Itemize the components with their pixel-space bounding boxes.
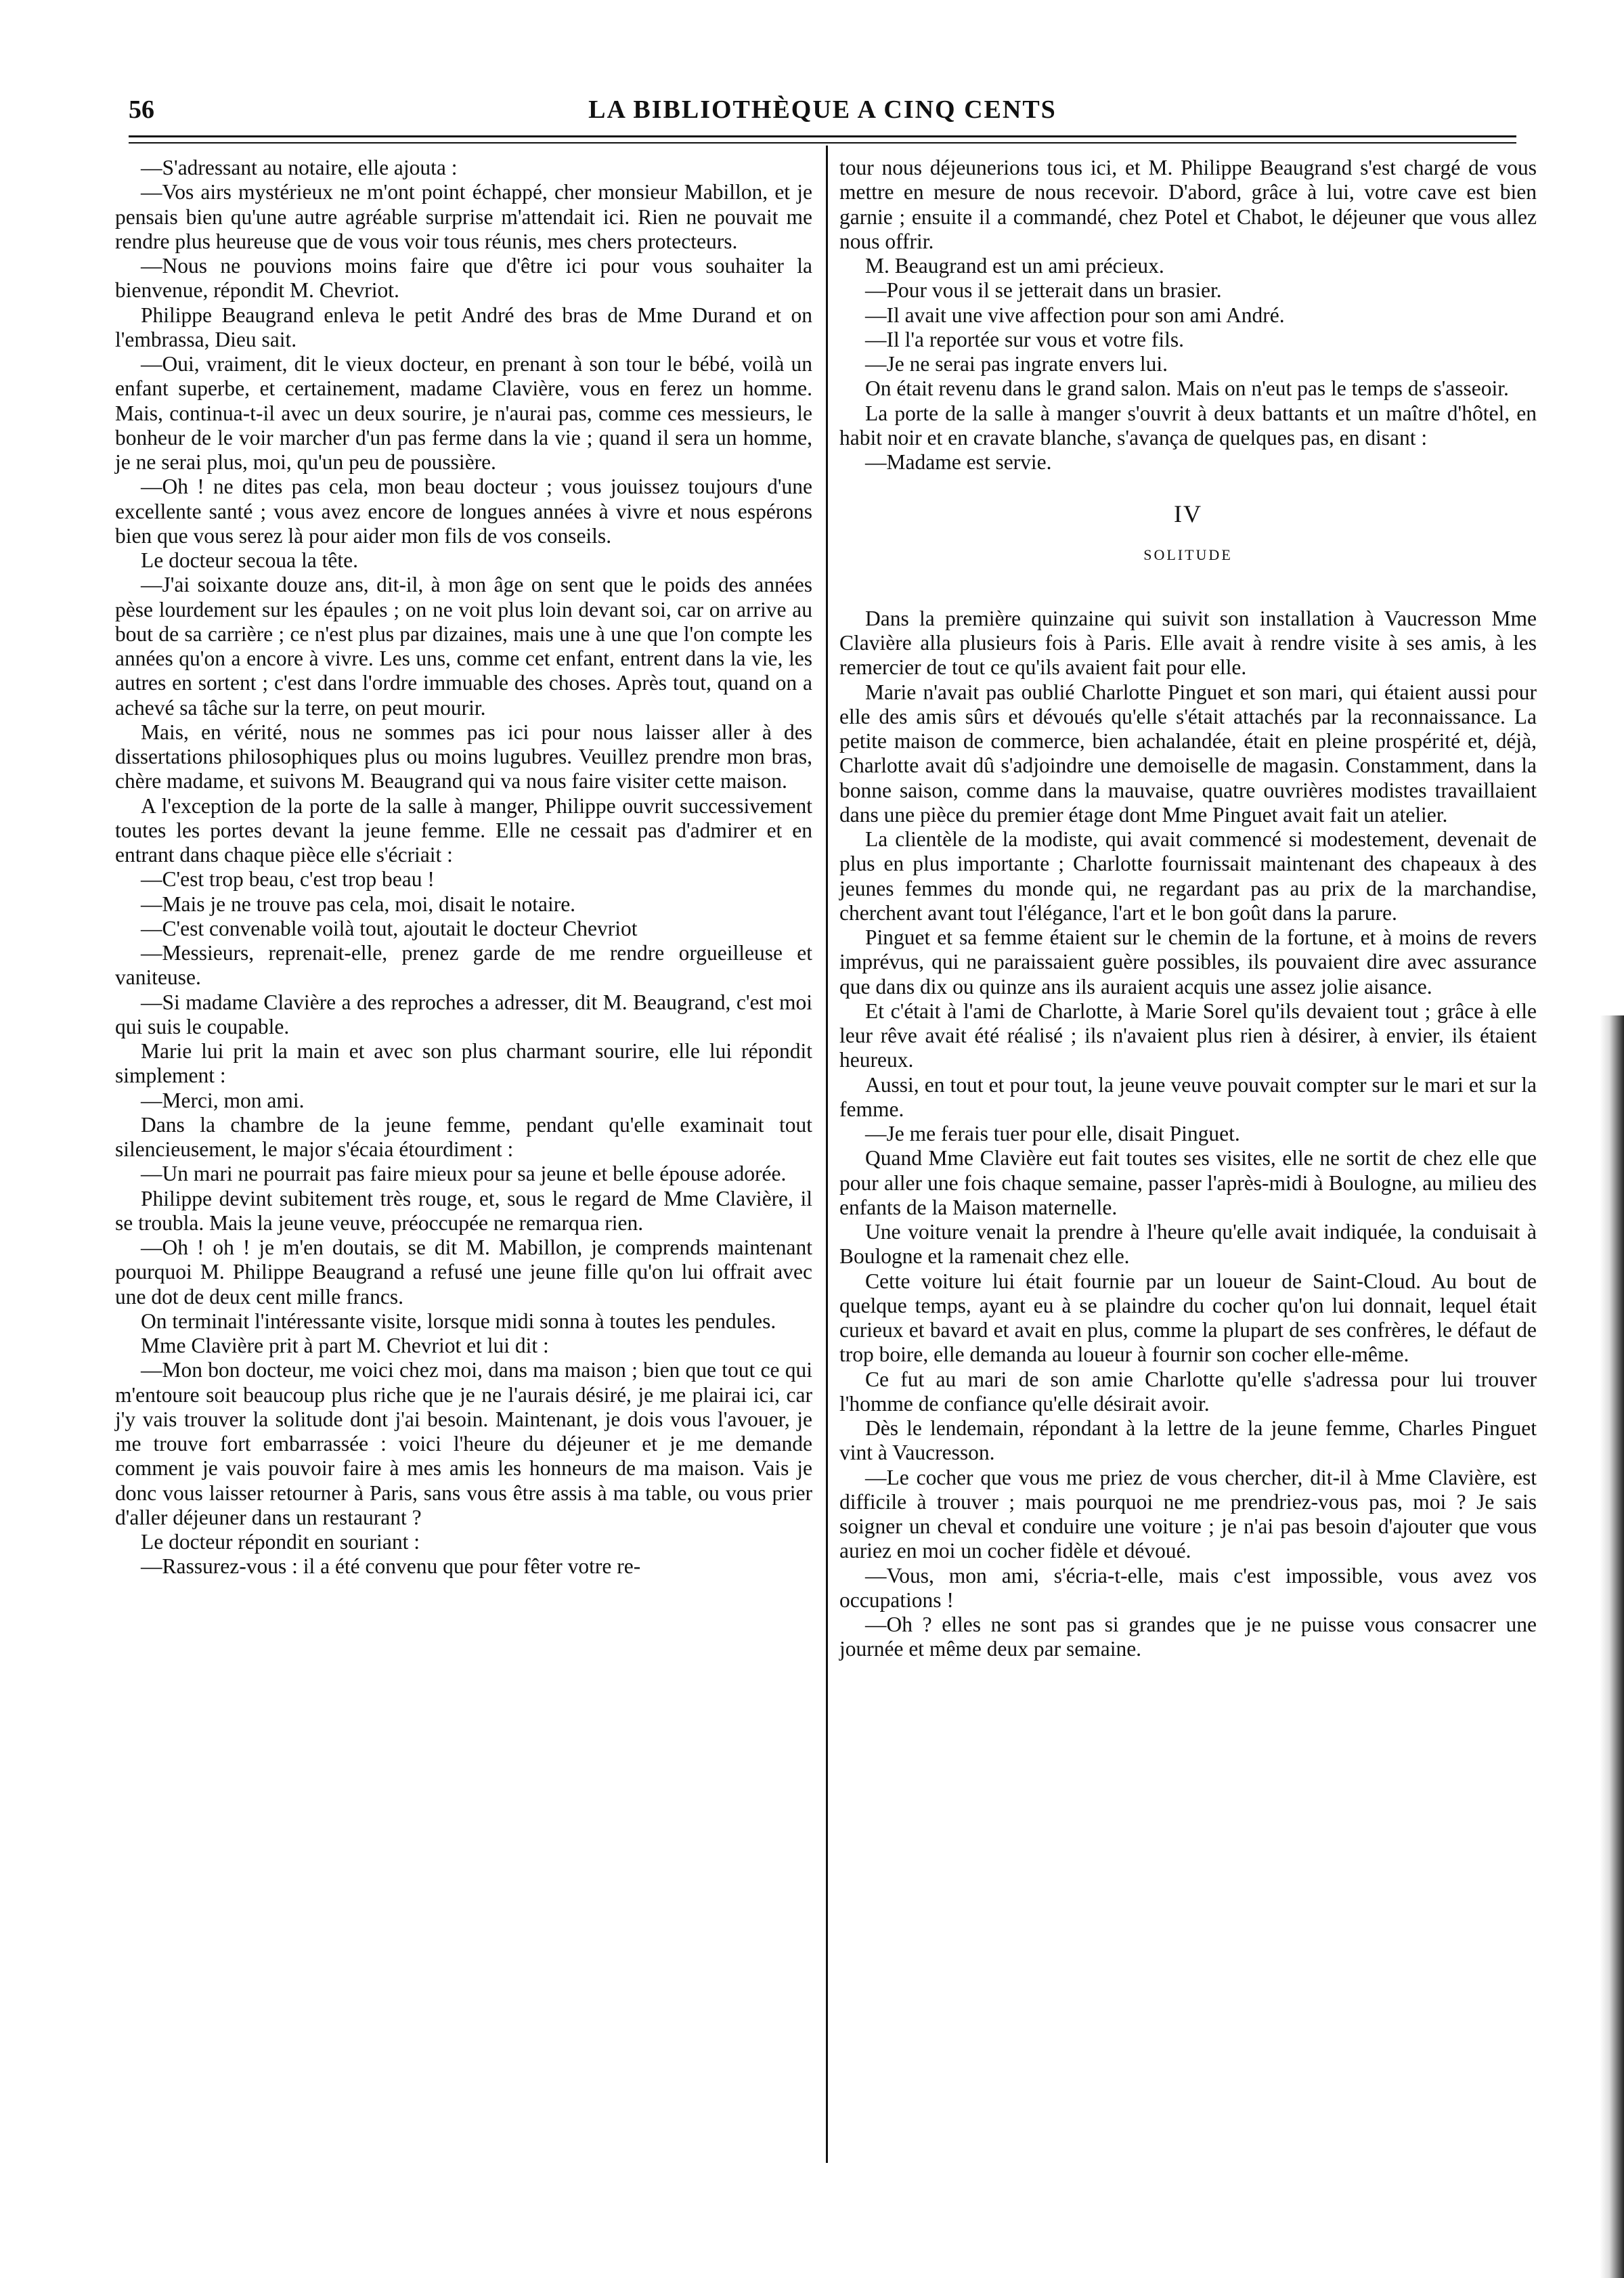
- chapter-number: IV: [1174, 500, 1202, 528]
- paragraph: —Nous ne pouvions moins faire que d'être ici pour vous souhaiter la bienvenue, répondit M. Chevriot.: [115, 254, 812, 303]
- paragraph: La porte de la salle à manger s'ouvrit à deux battants et un maître d'hôtel, en habit noir et en cravate blanche, s'avança de quelques pas, en disant :: [839, 401, 1537, 450]
- paragraph: Aussi, en tout et pour tout, la jeune veuve pouvait compter sur le mari et sur la femme.: [839, 1072, 1537, 1121]
- chapter-title: SOLITUDE: [1143, 546, 1233, 563]
- paragraph: —Vous, mon ami, s'écria-t-elle, mais c'est impossible, vous avez vos occupations !: [839, 1563, 1537, 1612]
- paragraph: Mais, en vérité, nous ne sommes pas ici pour nous laisser aller à des dissertations philosophiques plus ou moins lugubres. Veuillez prendre mon bras, chère madame, et suivons M. Beaugrand qui va nous faire visiter cette maison.: [115, 720, 812, 793]
- paragraph: On était revenu dans le grand salon. Mais on n'eut pas le temps de s'asseoir.: [865, 376, 1509, 401]
- paragraph: —Oh ! ne dites pas cela, mon beau docteur ; vous jouissez toujours d'une excellente santé ; vous avez encore de longues années à vivre et nous espérons bien que vous serez là pour aider mon fils de vos conseils.: [115, 475, 812, 548]
- paragraph: —Oui, vraiment, dit le vieux docteur, en prenant à son tour le bébé, voilà un enfant superbe, et certainement, madame Clavière, vous en ferez un homme. Mais, continua-t-il avec un deux sourire, je n'aurai pas, comme ces messieurs, le bonheur de le voir marcher d'un pas ferme dans la vie ; quand il sera un homme, je ne serai plus, moi, qu'un peu de poussière.: [115, 352, 812, 474]
- paragraph: —Madame est servie.: [865, 450, 1052, 474]
- paragraph: La clientèle de la modiste, qui avait commencé si modestement, devenait de plus en plus importante ; Charlotte fournissait maintenant des chapeaux à des jeunes femmes du monde qui, ne regardant pas au prix de la marchandise, cherchent avant tout l'élégance, l'art et le bon goût dans la parure.: [839, 827, 1537, 925]
- paragraph: Philippe Beaugrand enleva le petit André des bras de Mme Durand et on l'embrassa, Dieu sait.: [115, 303, 812, 351]
- paragraph: —Je me ferais tuer pour elle, disait Pinguet.: [865, 1122, 1240, 1145]
- right-column: [839, 156, 1537, 1662]
- paragraph: Le docteur répondit en souriant :: [141, 1530, 420, 1554]
- paragraph: Marie n'avait pas oublié Charlotte Pinguet et son mari, qui étaient aussi pour elle des amis sûrs et dévoués qu'elle s'était attachés par la reconnaissance. La petite maison de commerce, bien achalandée, était en pleine prospérité et, déjà, Charlotte avait dû s'adjoindre une demoiselle de magasin. Constamment, dans la bonne saison, comme dans la mauvaise, quatre ouvrières modistes travaillaient dans une pièce du premier étage dont Mme Pinguet avait fait un atelier.: [839, 680, 1537, 827]
- page-number: 56: [129, 95, 154, 124]
- paragraph: Une voiture venait la prendre à l'heure qu'elle avait indiquée, la conduisait à Boulogne et la ramenait chez elle.: [839, 1220, 1537, 1269]
- paragraph: A l'exception de la porte de la salle à manger, Philippe ouvrit successivement toutes les portes devant la jeune femme. Elle ne cessait pas d'admirer et en entrant dans chaque pièce elle s'écriait :: [115, 793, 812, 867]
- paragraph: —Il l'a reportée sur vous et votre fils.: [865, 327, 1185, 351]
- left-column: [115, 156, 812, 1579]
- header-rule: [129, 135, 1516, 137]
- column-divider: [826, 146, 828, 2163]
- paragraph: —Il avait une vive affection pour son ami André.: [865, 303, 1285, 327]
- paragraph: —Mais je ne trouve pas cela, moi, disait le notaire.: [141, 892, 576, 916]
- paragraph: —Un mari ne pourrait pas faire mieux pour sa jeune et belle épouse adorée.: [141, 1162, 787, 1186]
- paragraph: —Oh ! oh ! je m'en doutais, se dit M. Mabillon, je comprends maintenant pourquoi M. Philippe Beaugrand a refusé une jeune fille qu'on lui offrait avec une dot de deux cent mille francs.: [115, 1235, 812, 1309]
- header-rule-thin: [129, 142, 1516, 144]
- paragraph: Et c'était à l'ami de Charlotte, à Marie Sorel qu'ils devaient tout ; grâce à elle leur rêve avait été réalisé ; ils n'avaient plus rien à désirer, à envier, ils étaient heureux.: [839, 999, 1537, 1072]
- paragraph: —Si madame Clavière a des reproches a adresser, dit M. Beaugrand, c'est moi qui suis le coupable.: [115, 990, 812, 1038]
- paragraph: —Vos airs mystérieux ne m'ont point échappé, cher monsieur Mabillon, et je pensais bien qu'une autre agréable surprise m'attendait ici. Rien ne pouvait me rendre plus heureuse que de vous voir tous réunis, mes chers protecteurs.: [115, 180, 812, 253]
- paragraph: Dès le lendemain, répondant à la lettre de la jeune femme, Charles Pinguet vint à Vaucresson.: [839, 1416, 1537, 1465]
- paragraph: tour nous déjeunerions tous ici, et M. Philippe Beaugrand s'est chargé de vous mettre en mesure de nous recevoir. D'abord, grâce à lui, votre cave est bien garnie ; ensuite il a commandé, chez Potel et Chabot, le déjeuner que vous allez nous offrir.: [839, 156, 1537, 253]
- paragraph: Pinguet et sa femme étaient sur le chemin de la fortune, et à moins de revers imprévus, qui ne paraissaient guère possibles, ils pouvaient dire avec assurance que dans dix ou quinze ans ils auraient acquis une assez jolie aisance.: [839, 925, 1537, 999]
- paragraph: —Je ne serai pas ingrate envers lui.: [865, 352, 1168, 376]
- paragraph: Cette voiture lui était fournie par un loueur de Saint-Cloud. Au bout de quelque temps, ayant eu à se plaindre du cocher qu'on lui donnait, lequel était curieux et bavard et avait en plus, comme la plupart de ses confrères, le défaut de trop boire, elle demanda au loueur à fournir son cocher elle-même.: [839, 1269, 1537, 1367]
- paragraph: Ce fut au mari de son amie Charlotte qu'elle s'adressa pour lui trouver l'homme de confiance qu'elle désirait avoir.: [839, 1367, 1537, 1416]
- paragraph: —Pour vous il se jetterait dans un brasier.: [865, 278, 1222, 303]
- paragraph: —Oh ? elles ne sont pas si grandes que je ne puisse vous consacrer une journée et même deux par semaine.: [839, 1613, 1537, 1661]
- scan-edge-shadow: [1600, 1015, 1624, 2278]
- paragraph: —C'est trop beau, c'est trop beau !: [141, 867, 435, 892]
- paragraph: Dans la première quinzaine qui suivit son installation à Vaucresson Mme Clavière alla plusieurs fois à Paris. Elle avait à rendre visite à ses amis, à les remercier de tout ce qu'ils avaient fait pour elle.: [839, 606, 1537, 680]
- paragraph: Le docteur secoua la tête.: [141, 548, 358, 572]
- paragraph: Dans la chambre de la jeune femme, pendant qu'elle examinait tout silencieusement, le major s'écaia étourdiment :: [115, 1112, 812, 1161]
- paragraph: Mme Clavière prit à part M. Chevriot et lui dit :: [141, 1334, 549, 1357]
- paragraph: —S'adressant au notaire, elle ajouta :: [141, 156, 458, 179]
- running-title: LA BIBLIOTHÈQUE A CINQ CENTS: [588, 95, 1057, 124]
- paragraph: M. Beaugrand est un ami précieux.: [865, 254, 1164, 278]
- paragraph: Marie lui prit la main et avec son plus charmant sourire, elle lui répondit simplement :: [115, 1039, 812, 1088]
- paragraph: —Merci, mon ami.: [141, 1088, 305, 1112]
- paragraph: —Mon bon docteur, me voici chez moi, dans ma maison ; bien que tout ce qui m'entoure soit beaucoup plus riche que je ne l'aurais désiré, je me plairai ici, car j'y vais trouver la solitude dont j'ai besoin. Maintenant, je dois vous l'avouer, je me trouve fort embarrassée : voici l'heure du déjeuner et je me demande comment je vais pouvoir faire à mes amis les honneurs de ma maison. Vais je donc vous laisser retourner à Paris, sans vous être assis à ma table, ou vous prier d'aller déjeuner dans un restaurant ?: [115, 1358, 812, 1529]
- paragraph: —Messieurs, reprenait-elle, prenez garde de me rendre orgueilleuse et vaniteuse.: [115, 941, 812, 990]
- paragraph: —J'ai soixante douze ans, dit-il, à mon âge on sent que le poids des années pèse lourdement sur les épaules ; on ne voit plus loin devant soi, car on arrive au bout de sa carrière ; ce n'est plus par dizaines, mais une à une que l'on compte les années qu'on a encore à vivre. Les uns, comme cet enfant, entrent dans la vie, les autres en sortent ; c'est dans l'ordre immuable des choses. Après tout, quand on a achevé sa tâche sur la terre, on peut mourir.: [115, 573, 812, 720]
- paragraph: On terminait l'intéressante visite, lorsque midi sonna à toutes les pendules.: [141, 1309, 776, 1333]
- paragraph: Philippe devint subitement très rouge, et, sous le regard de Mme Clavière, il se troubla. Mais la jeune veuve, préoccupée ne remarqua rien.: [115, 1186, 812, 1235]
- paragraph: Quand Mme Clavière eut fait toutes ses visites, elle ne sortit de chez elle que pour aller une fois chaque semaine, passer l'après-midi à Boulogne, au milieu des enfants de la Maison maternelle.: [839, 1146, 1537, 1219]
- page-header: [129, 95, 1516, 135]
- paragraph: —C'est convenable voilà tout, ajoutait le docteur Chevriot: [141, 916, 638, 940]
- paragraph: —Rassurez-vous : il a été convenu que pour fêter votre re-: [141, 1554, 641, 1579]
- paragraph: —Le cocher que vous me priez de vous chercher, dit-il à Mme Clavière, est difficile à trouver ; mais pourquoi ne me prendriez-vous pas, moi ? Je sais soigner un cheval et conduire une voiture ; je n'ai pas besoin d'ajouter que vous auriez en moi un cocher fidèle et dévoué.: [839, 1465, 1537, 1563]
